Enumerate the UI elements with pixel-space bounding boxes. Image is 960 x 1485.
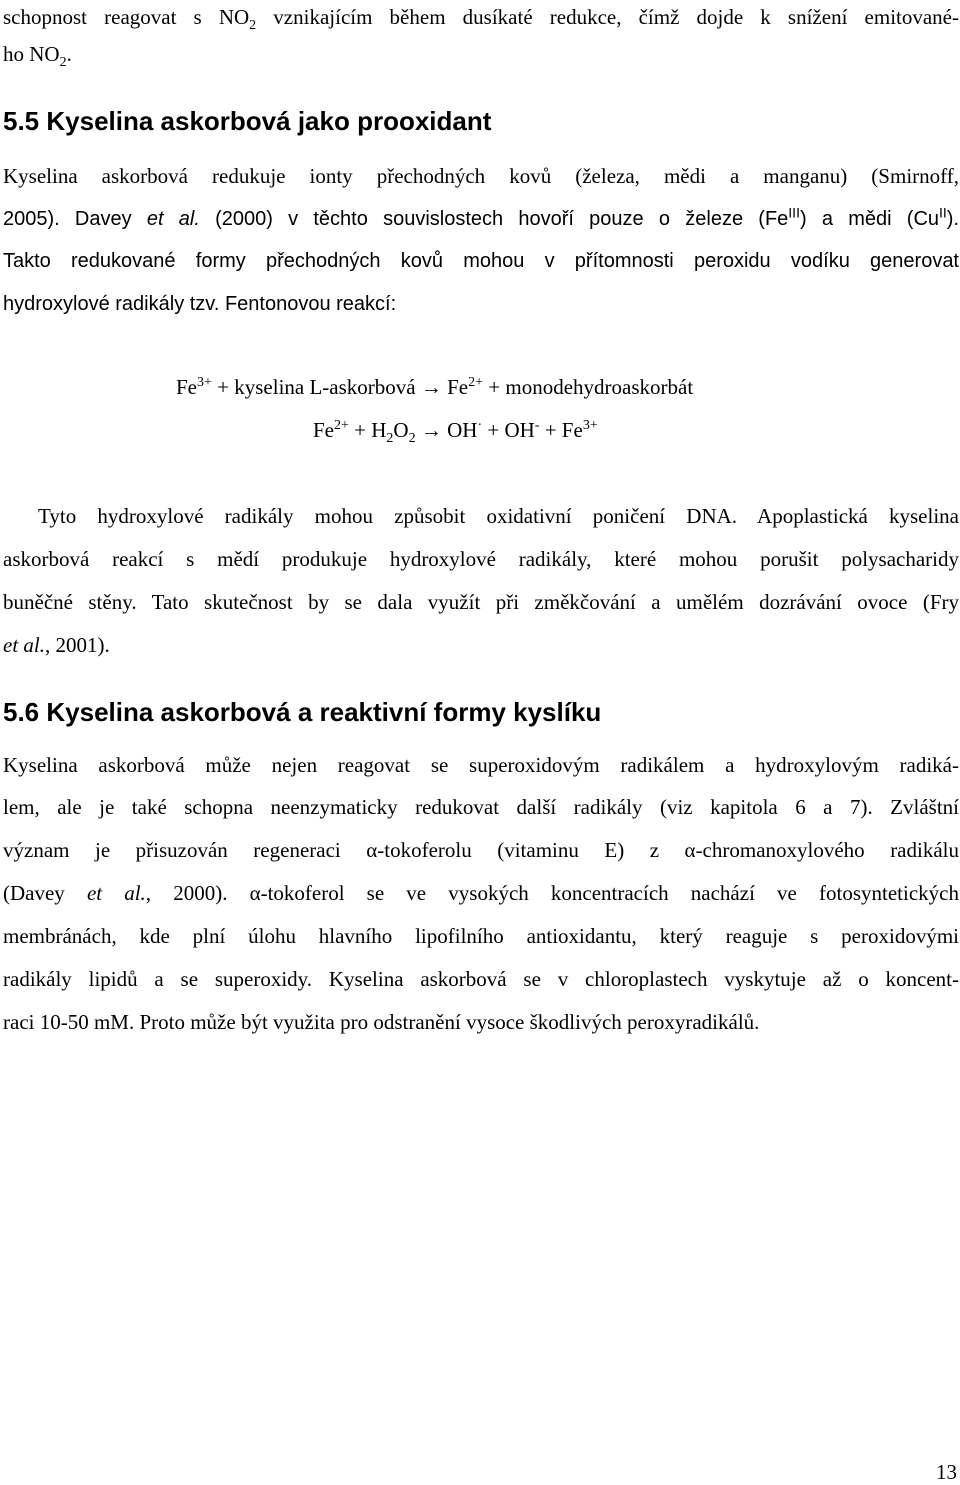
text-span: . [66, 42, 72, 66]
text-line [3, 290, 959, 318]
page-number: 13 [936, 1460, 957, 1484]
text-span: ) a mědi (Cu [799, 208, 940, 230]
superscript: 2+ [468, 375, 484, 390]
text-span: Fe [441, 375, 469, 399]
subscript: 2 [59, 55, 67, 71]
text-span: Tyto hydroxylové radikály mohou způsobit oxidativní poničení DNA. Apoplastická kyselina [38, 504, 959, 528]
text-line [3, 40, 959, 71]
text-line [3, 965, 959, 993]
text-line [3, 3, 959, 34]
text-span: askorbová reakcí s mědí produkuje hydroxylové radikály, které mohou porušit polysacharidy [3, 547, 959, 571]
text-span: schopnost reagovat s NO [3, 5, 250, 29]
arrow-icon: → [415, 418, 448, 442]
italic-text: et al., [86, 881, 152, 905]
arrow-icon: → [420, 375, 442, 399]
text-line [3, 205, 959, 233]
text-span: Kyselina askorbová může nejen reagovat se superoxidovým radikálem a hydroxylovým radiká- [3, 753, 959, 777]
equation-1 [176, 372, 693, 402]
section-heading: 5.6 Kyselina askorbová a reaktivní formy kyslíku [3, 697, 602, 727]
text-span: raci 10-50 mM. Proto může být využita pro odstranění vysoce škodlivých peroxyradikálů. [3, 1010, 760, 1034]
equation-2 [313, 415, 598, 445]
superscript: 3+ [197, 375, 212, 390]
text-line [3, 922, 959, 950]
text-line [3, 1008, 959, 1036]
text-line [3, 631, 959, 659]
subscript: 2 [386, 431, 394, 447]
text-span: + monodehydroaskorbát [483, 375, 694, 399]
text-span: Fe [313, 418, 334, 442]
text-span: , 2001). [45, 633, 110, 657]
superscript: III [788, 204, 800, 221]
subscript: 2 [408, 431, 416, 447]
text-line [3, 162, 959, 190]
superscript: 3+ [582, 418, 598, 433]
text-line [3, 588, 959, 616]
text-line [3, 836, 959, 864]
text-span: 2005). Davey [3, 208, 147, 230]
text-span: + Fe [539, 418, 583, 442]
text-span: Fe [176, 375, 197, 399]
superscript: II [939, 204, 947, 221]
superscript: - [534, 418, 540, 433]
text-span: + OH [482, 418, 535, 442]
text-line [38, 502, 959, 530]
text-span: + kyselina L-askorbová [211, 375, 421, 399]
text-span: vznikajícím během dusíkaté redukce, čímž dojde k snížení emitované- [256, 5, 959, 29]
subscript: 2 [249, 18, 257, 34]
superscript: 2+ [334, 418, 349, 433]
text-line [3, 879, 959, 907]
text-span: membránách, kde plní úlohu hlavního lipofilního antioxidantu, který reaguje s peroxidovými [3, 924, 959, 948]
italic-text: et al. [146, 208, 200, 230]
text-line [3, 793, 959, 821]
text-span: ). [946, 208, 960, 230]
text-span: Takto redukované formy přechodných kovů mohou v přítomnosti peroxidu vodíku generovat [3, 250, 959, 272]
italic-text: et al. [3, 633, 45, 657]
text-span: Kyselina askorbová redukuje ionty přechodných kovů (železa, mědi a manganu) (Smirnoff, [3, 164, 959, 188]
text-line [3, 545, 959, 573]
text-span: (Davey [3, 881, 87, 905]
text-span: 2000). α-tokoferol se ve vysokých koncentracích nachází ve fotosyntetických [151, 881, 959, 905]
text-line [3, 751, 959, 779]
text-span: OH [447, 418, 478, 442]
text-span: hydroxylové radikály tzv. [3, 293, 225, 315]
text-span: ho NO [3, 42, 60, 66]
text-span: buněčné stěny. Tato skutečnost by se dala využít při změkčování a umělém dozrávání ovoce (Fry [3, 590, 959, 614]
text-span: Fentonovou reakcí: [224, 293, 397, 315]
text-span: radikály lipidů a se superoxidy. Kyselina askorbová se v chloroplastech vyskytuje až o koncent- [3, 967, 959, 991]
text-span: lem, ale je také schopna neenzymaticky redukovat další radikály (viz kapitola 6 a 7). Zvláštní [3, 795, 959, 819]
text-span: O [393, 418, 409, 442]
superscript: · [477, 418, 483, 433]
text-span: význam je přisuzován regeneraci α-tokoferolu (vitaminu E) z α-chromanoxylového radikálu [3, 838, 959, 862]
section-heading: 5.5 Kyselina askorbová jako prooxidant [3, 106, 492, 136]
text-span: + H [348, 418, 387, 442]
text-line [3, 247, 959, 275]
text-span: (2000) v těchto souvislostech hovoří pouze o železe (Fe [199, 208, 789, 230]
